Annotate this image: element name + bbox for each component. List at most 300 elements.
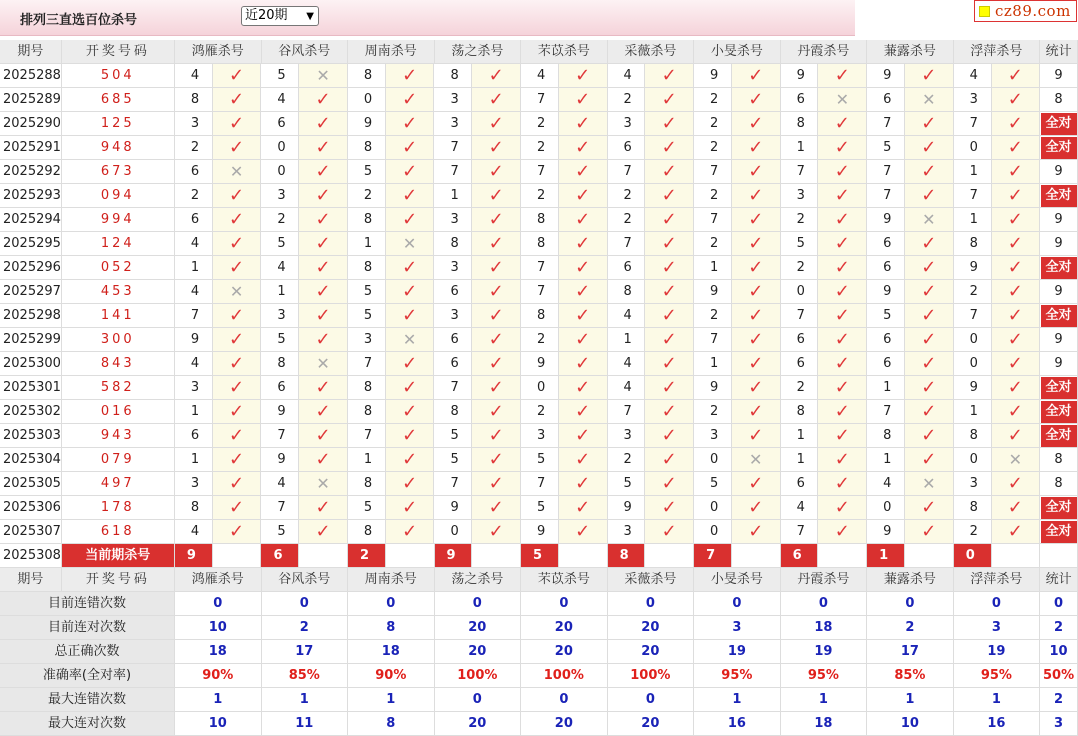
kill-number-cell: 5: [867, 136, 905, 160]
kill-number-cell: 9: [261, 400, 299, 424]
check-icon: ✓: [732, 520, 781, 544]
stats-value: 0: [435, 592, 522, 616]
stat-cell: [1040, 400, 1078, 424]
table-row: [0, 472, 1078, 496]
kill-number-cell: 6: [175, 424, 213, 448]
check-icon: ✓: [213, 496, 262, 520]
column-header-expert[interactable]: 丹霞杀号: [781, 568, 868, 592]
kill-number-cell: 0: [694, 448, 732, 472]
kill-number-table: [0, 40, 1078, 736]
check-icon: ✓: [559, 448, 608, 472]
stats-value: 17: [867, 640, 954, 664]
kill-number-cell: 4: [261, 256, 299, 280]
kill-number-cell: 1: [781, 136, 819, 160]
stats-row: [0, 640, 1078, 664]
check-icon: ✓: [472, 280, 521, 304]
check-icon: ✓: [905, 304, 954, 328]
cross-icon: ✕: [732, 448, 781, 472]
kill-number-cell: 3: [175, 112, 213, 136]
kill-number-cell: 7: [694, 208, 732, 232]
check-icon: ✓: [818, 304, 867, 328]
check-icon: ✓: [299, 112, 348, 136]
check-icon: ✓: [559, 136, 608, 160]
check-icon: ✓: [213, 520, 262, 544]
check-icon: ✓: [992, 352, 1041, 376]
check-icon: ✓: [299, 376, 348, 400]
check-icon: ✓: [732, 136, 781, 160]
kill-number-cell: 1: [694, 352, 732, 376]
stats-value: 100%: [435, 664, 522, 688]
check-icon: ✓: [213, 352, 262, 376]
kill-number-cell: 8: [781, 400, 819, 424]
kill-number-cell: 2: [175, 184, 213, 208]
kill-number-cell: 9: [954, 256, 992, 280]
kill-number-cell: 4: [867, 472, 905, 496]
draw-number-cell: 178: [62, 496, 175, 520]
check-icon: ✓: [992, 88, 1041, 112]
kill-number-cell: 2: [781, 208, 819, 232]
draw-number-cell: 124: [62, 232, 175, 256]
kill-number-cell: 0: [781, 280, 819, 304]
kill-number-cell: 3: [608, 424, 646, 448]
table-row: [0, 232, 1078, 256]
check-icon: ✓: [818, 232, 867, 256]
stats-value: 0: [694, 592, 781, 616]
check-icon: ✓: [213, 64, 262, 88]
cross-icon: ✕: [818, 88, 867, 112]
empty-cell: [559, 544, 608, 568]
kill-number-cell: 7: [608, 160, 646, 184]
top-bar: [0, 0, 855, 36]
stats-value: 20: [521, 712, 608, 736]
stats-value: 1: [175, 688, 262, 712]
column-header-expert[interactable]: 丹霞杀号: [781, 40, 868, 64]
check-icon: ✓: [559, 424, 608, 448]
check-icon: ✓: [732, 496, 781, 520]
stats-value: 90%: [348, 664, 435, 688]
column-header-expert[interactable]: 小旻杀号: [694, 40, 781, 64]
stats-value: 95%: [694, 664, 781, 688]
column-header-expert[interactable]: 鸿雁杀号: [175, 40, 262, 64]
site-logo[interactable]: [974, 0, 1077, 22]
kill-number-cell: 4: [175, 520, 213, 544]
kill-number-cell: 7: [434, 376, 472, 400]
stats-value: 3: [694, 616, 781, 640]
kill-number-cell: 6: [781, 88, 819, 112]
kill-number-cell: 1: [781, 448, 819, 472]
stats-value: 1: [781, 688, 868, 712]
stats-value: 95%: [954, 664, 1041, 688]
table-row: [0, 136, 1078, 160]
kill-number-cell: 7: [521, 280, 559, 304]
page-title: 排列三直选百位杀号: [20, 13, 138, 28]
check-icon: ✓: [905, 448, 954, 472]
empty-cell: [386, 544, 435, 568]
kill-number-cell: 6: [867, 88, 905, 112]
check-icon: ✓: [645, 376, 694, 400]
check-icon: ✓: [992, 472, 1041, 496]
kill-number-cell: 8: [175, 88, 213, 112]
check-icon: ✓: [645, 304, 694, 328]
check-icon: ✓: [559, 496, 608, 520]
draw-number-cell: 141: [62, 304, 175, 328]
draw-number-cell: 673: [62, 160, 175, 184]
check-icon: ✓: [299, 208, 348, 232]
table-header-row: [0, 568, 1078, 592]
check-icon: ✓: [992, 520, 1041, 544]
stat-cell: 8: [1040, 88, 1078, 112]
check-icon: ✓: [299, 232, 348, 256]
table-row: [0, 424, 1078, 448]
column-header-expert[interactable]: 小旻杀号: [694, 568, 781, 592]
stats-value: 8: [348, 616, 435, 640]
check-icon: ✓: [472, 448, 521, 472]
kill-number-cell: 8: [261, 352, 299, 376]
stats-value: 11: [262, 712, 349, 736]
check-icon: ✓: [905, 64, 954, 88]
kill-number-cell: 3: [434, 88, 472, 112]
current-kill-number: 9: [435, 544, 473, 568]
range-select[interactable]: [241, 6, 319, 26]
check-icon: ✓: [559, 160, 608, 184]
cross-icon: ✕: [905, 472, 954, 496]
check-icon: ✓: [818, 184, 867, 208]
check-icon: ✓: [386, 64, 435, 88]
kill-number-cell: 6: [867, 328, 905, 352]
kill-number-cell: 5: [348, 304, 386, 328]
kill-number-cell: 0: [867, 496, 905, 520]
stat-cell: 8: [1040, 472, 1078, 496]
table-row: [0, 88, 1078, 112]
check-icon: ✓: [732, 64, 781, 88]
stats-value: 20: [435, 640, 522, 664]
kill-number-cell: 2: [954, 520, 992, 544]
check-icon: ✓: [386, 496, 435, 520]
check-icon: ✓: [213, 88, 262, 112]
check-icon: ✓: [213, 136, 262, 160]
kill-number-cell: 0: [348, 88, 386, 112]
check-icon: ✓: [992, 424, 1041, 448]
current-kill-number: 9: [175, 544, 213, 568]
kill-number-cell: 4: [175, 280, 213, 304]
current-kill-number: 2: [348, 544, 386, 568]
check-icon: ✓: [472, 184, 521, 208]
stat-cell: [1040, 496, 1078, 520]
logo-mark-icon: [979, 6, 990, 17]
column-header-expert[interactable]: 周南杀号: [348, 40, 435, 64]
check-icon: ✓: [386, 352, 435, 376]
table-row: [0, 64, 1078, 88]
check-icon: ✓: [645, 232, 694, 256]
empty-cell: [472, 544, 521, 568]
kill-number-cell: 0: [954, 448, 992, 472]
stat-cell: [1040, 304, 1078, 328]
kill-number-cell: 8: [348, 208, 386, 232]
kill-number-cell: 8: [348, 64, 386, 88]
cross-icon: ✕: [905, 88, 954, 112]
stats-row: [0, 664, 1078, 688]
kill-number-cell: 1: [954, 208, 992, 232]
stats-value: 95%: [781, 664, 868, 688]
cross-icon: ✕: [299, 472, 348, 496]
kill-number-cell: 2: [521, 400, 559, 424]
period-cell: 2025289: [0, 88, 62, 112]
kill-number-cell: 6: [867, 232, 905, 256]
kill-number-cell: 1: [261, 280, 299, 304]
stat-cell: 9: [1040, 328, 1078, 352]
column-header-expert[interactable]: 芣苡杀号: [521, 568, 608, 592]
kill-number-cell: 2: [175, 136, 213, 160]
check-icon: ✓: [645, 112, 694, 136]
check-icon: ✓: [472, 376, 521, 400]
column-header-expert[interactable]: 周南杀号: [348, 568, 435, 592]
cross-icon: ✕: [386, 232, 435, 256]
stats-value: 0: [175, 592, 262, 616]
check-icon: ✓: [472, 496, 521, 520]
kill-number-cell: 1: [954, 160, 992, 184]
kill-number-cell: 7: [608, 400, 646, 424]
kill-number-cell: 6: [608, 256, 646, 280]
cross-icon: ✕: [386, 328, 435, 352]
check-icon: ✓: [472, 64, 521, 88]
period-cell: 2025296: [0, 256, 62, 280]
stats-label: 最大连对次数: [0, 712, 175, 736]
table-row: [0, 448, 1078, 472]
check-icon: ✓: [472, 136, 521, 160]
kill-number-cell: 0: [261, 136, 299, 160]
column-header-stats: 统计: [1040, 40, 1078, 64]
check-icon: ✓: [386, 304, 435, 328]
table-row: [0, 304, 1078, 328]
stat-cell: 9: [1040, 160, 1078, 184]
column-header-expert[interactable]: 谷风杀号: [262, 40, 349, 64]
column-header-expert[interactable]: 鸿雁杀号: [175, 568, 262, 592]
check-icon: ✓: [905, 112, 954, 136]
stat-cell: 9: [1040, 352, 1078, 376]
column-header-expert[interactable]: 芣苡杀号: [521, 40, 608, 64]
check-icon: ✓: [645, 496, 694, 520]
period-cell: 2025307: [0, 520, 62, 544]
column-header-expert[interactable]: 浮萍杀号: [954, 568, 1041, 592]
check-icon: ✓: [905, 520, 954, 544]
stats-value: 18: [781, 712, 868, 736]
check-icon: ✓: [386, 88, 435, 112]
kill-number-cell: 9: [175, 328, 213, 352]
stats-value: 90%: [175, 664, 262, 688]
column-header-expert[interactable]: 采薇杀号: [608, 568, 695, 592]
check-icon: ✓: [559, 328, 608, 352]
kill-number-cell: 4: [521, 64, 559, 88]
check-icon: ✓: [645, 88, 694, 112]
empty-cell: [992, 544, 1041, 568]
kill-number-cell: 2: [608, 184, 646, 208]
draw-number-cell: 300: [62, 328, 175, 352]
check-icon: ✓: [992, 64, 1041, 88]
check-icon: ✓: [818, 496, 867, 520]
check-icon: ✓: [472, 88, 521, 112]
stats-label: 最大连错次数: [0, 688, 175, 712]
check-icon: ✓: [472, 232, 521, 256]
stats-value: 10: [175, 616, 262, 640]
kill-number-cell: 9: [867, 64, 905, 88]
stats-value: 100%: [608, 664, 695, 688]
stats-label: 目前连错次数: [0, 592, 175, 616]
check-icon: ✓: [386, 472, 435, 496]
table-row: [0, 352, 1078, 376]
stats-label: 准确率(全对率): [0, 664, 175, 688]
draw-number-cell: 453: [62, 280, 175, 304]
kill-number-cell: 2: [694, 88, 732, 112]
stat-cell: [1040, 112, 1078, 136]
kill-number-cell: 1: [348, 232, 386, 256]
table-row: [0, 400, 1078, 424]
kill-number-cell: 2: [781, 256, 819, 280]
check-icon: ✓: [732, 184, 781, 208]
check-icon: ✓: [818, 208, 867, 232]
check-icon: ✓: [213, 424, 262, 448]
stats-row: [0, 712, 1078, 736]
kill-number-cell: 7: [434, 160, 472, 184]
kill-number-cell: 7: [261, 424, 299, 448]
kill-number-cell: 2: [694, 400, 732, 424]
stats-value: 100%: [521, 664, 608, 688]
check-icon: ✓: [818, 160, 867, 184]
kill-number-cell: 1: [348, 448, 386, 472]
current-kill-label: 当前期杀号: [62, 544, 175, 568]
stats-value: 0: [348, 592, 435, 616]
kill-number-cell: 2: [261, 208, 299, 232]
check-icon: ✓: [386, 376, 435, 400]
kill-number-cell: 5: [434, 424, 472, 448]
kill-number-cell: 9: [867, 208, 905, 232]
column-header-expert[interactable]: 谷风杀号: [262, 568, 349, 592]
column-header-expert[interactable]: 荡之杀号: [435, 40, 522, 64]
kill-number-cell: 6: [781, 352, 819, 376]
draw-number-cell: 685: [62, 88, 175, 112]
current-kill-number: 6: [781, 544, 819, 568]
check-icon: ✓: [992, 136, 1041, 160]
check-icon: ✓: [818, 280, 867, 304]
kill-number-cell: 8: [954, 424, 992, 448]
check-icon: ✓: [732, 256, 781, 280]
check-icon: ✓: [818, 520, 867, 544]
check-icon: ✓: [992, 280, 1041, 304]
stats-value: 0: [608, 592, 695, 616]
kill-number-cell: 8: [175, 496, 213, 520]
period-cell: 2025300: [0, 352, 62, 376]
range-select-value: 近20期: [245, 8, 288, 23]
kill-number-cell: 8: [781, 112, 819, 136]
kill-number-cell: 2: [694, 304, 732, 328]
column-header-expert[interactable]: 浮萍杀号: [954, 40, 1041, 64]
check-icon: ✓: [299, 304, 348, 328]
check-icon: ✓: [299, 520, 348, 544]
kill-number-cell: 3: [954, 472, 992, 496]
check-icon: ✓: [905, 232, 954, 256]
kill-number-cell: 6: [261, 376, 299, 400]
check-icon: ✓: [213, 472, 262, 496]
check-icon: ✓: [645, 448, 694, 472]
stat-cell: [1040, 184, 1078, 208]
empty-cell: [213, 544, 262, 568]
kill-number-cell: 8: [954, 232, 992, 256]
column-header-expert[interactable]: 荡之杀号: [435, 568, 522, 592]
check-icon: ✓: [472, 112, 521, 136]
stats-label: 总正确次数: [0, 640, 175, 664]
stats-total: 2: [1040, 616, 1078, 640]
kill-number-cell: 7: [434, 136, 472, 160]
kill-number-cell: 8: [954, 496, 992, 520]
kill-number-cell: 7: [781, 160, 819, 184]
stat-cell: [1040, 256, 1078, 280]
kill-number-cell: 9: [261, 448, 299, 472]
stats-row: [0, 688, 1078, 712]
check-icon: ✓: [645, 64, 694, 88]
period-cell: 2025297: [0, 280, 62, 304]
kill-number-cell: 3: [175, 472, 213, 496]
chevron-down-icon: ▼: [306, 11, 314, 22]
kill-number-cell: 4: [608, 352, 646, 376]
kill-number-cell: 9: [521, 352, 559, 376]
kill-number-cell: 3: [434, 256, 472, 280]
current-period-cell: 2025308: [0, 544, 62, 568]
kill-number-cell: 8: [348, 400, 386, 424]
period-cell: 2025299: [0, 328, 62, 352]
kill-number-cell: 1: [175, 448, 213, 472]
stats-value: 1: [954, 688, 1041, 712]
cross-icon: ✕: [299, 64, 348, 88]
check-icon: ✓: [818, 352, 867, 376]
kill-number-cell: 1: [867, 376, 905, 400]
stat-cell: 8: [1040, 448, 1078, 472]
all-correct-badge: 全对: [1041, 113, 1077, 135]
column-header-expert[interactable]: 蒹露杀号: [867, 40, 954, 64]
kill-number-cell: 5: [694, 472, 732, 496]
check-icon: ✓: [645, 160, 694, 184]
column-header-expert[interactable]: 蒹露杀号: [867, 568, 954, 592]
check-icon: ✓: [559, 376, 608, 400]
period-cell: 2025305: [0, 472, 62, 496]
draw-number-cell: 948: [62, 136, 175, 160]
empty-cell: [645, 544, 694, 568]
table-row: [0, 376, 1078, 400]
current-kill-number: 7: [694, 544, 732, 568]
check-icon: ✓: [818, 112, 867, 136]
kill-number-cell: 3: [694, 424, 732, 448]
draw-number-cell: 052: [62, 256, 175, 280]
kill-number-cell: 3: [521, 424, 559, 448]
check-icon: ✓: [818, 64, 867, 88]
all-correct-badge: 全对: [1041, 521, 1077, 543]
check-icon: ✓: [732, 424, 781, 448]
check-icon: ✓: [472, 400, 521, 424]
check-icon: ✓: [732, 208, 781, 232]
kill-number-cell: 9: [781, 64, 819, 88]
kill-number-cell: 7: [175, 304, 213, 328]
column-header-expert[interactable]: 采薇杀号: [608, 40, 695, 64]
stats-value: 20: [608, 712, 695, 736]
kill-number-cell: 2: [781, 376, 819, 400]
period-cell: 2025302: [0, 400, 62, 424]
check-icon: ✓: [213, 400, 262, 424]
kill-number-cell: 5: [261, 64, 299, 88]
kill-number-cell: 3: [434, 304, 472, 328]
kill-number-cell: 6: [434, 280, 472, 304]
kill-number-cell: 0: [434, 520, 472, 544]
stats-value: 18: [175, 640, 262, 664]
check-icon: ✓: [818, 376, 867, 400]
kill-number-cell: 7: [608, 232, 646, 256]
